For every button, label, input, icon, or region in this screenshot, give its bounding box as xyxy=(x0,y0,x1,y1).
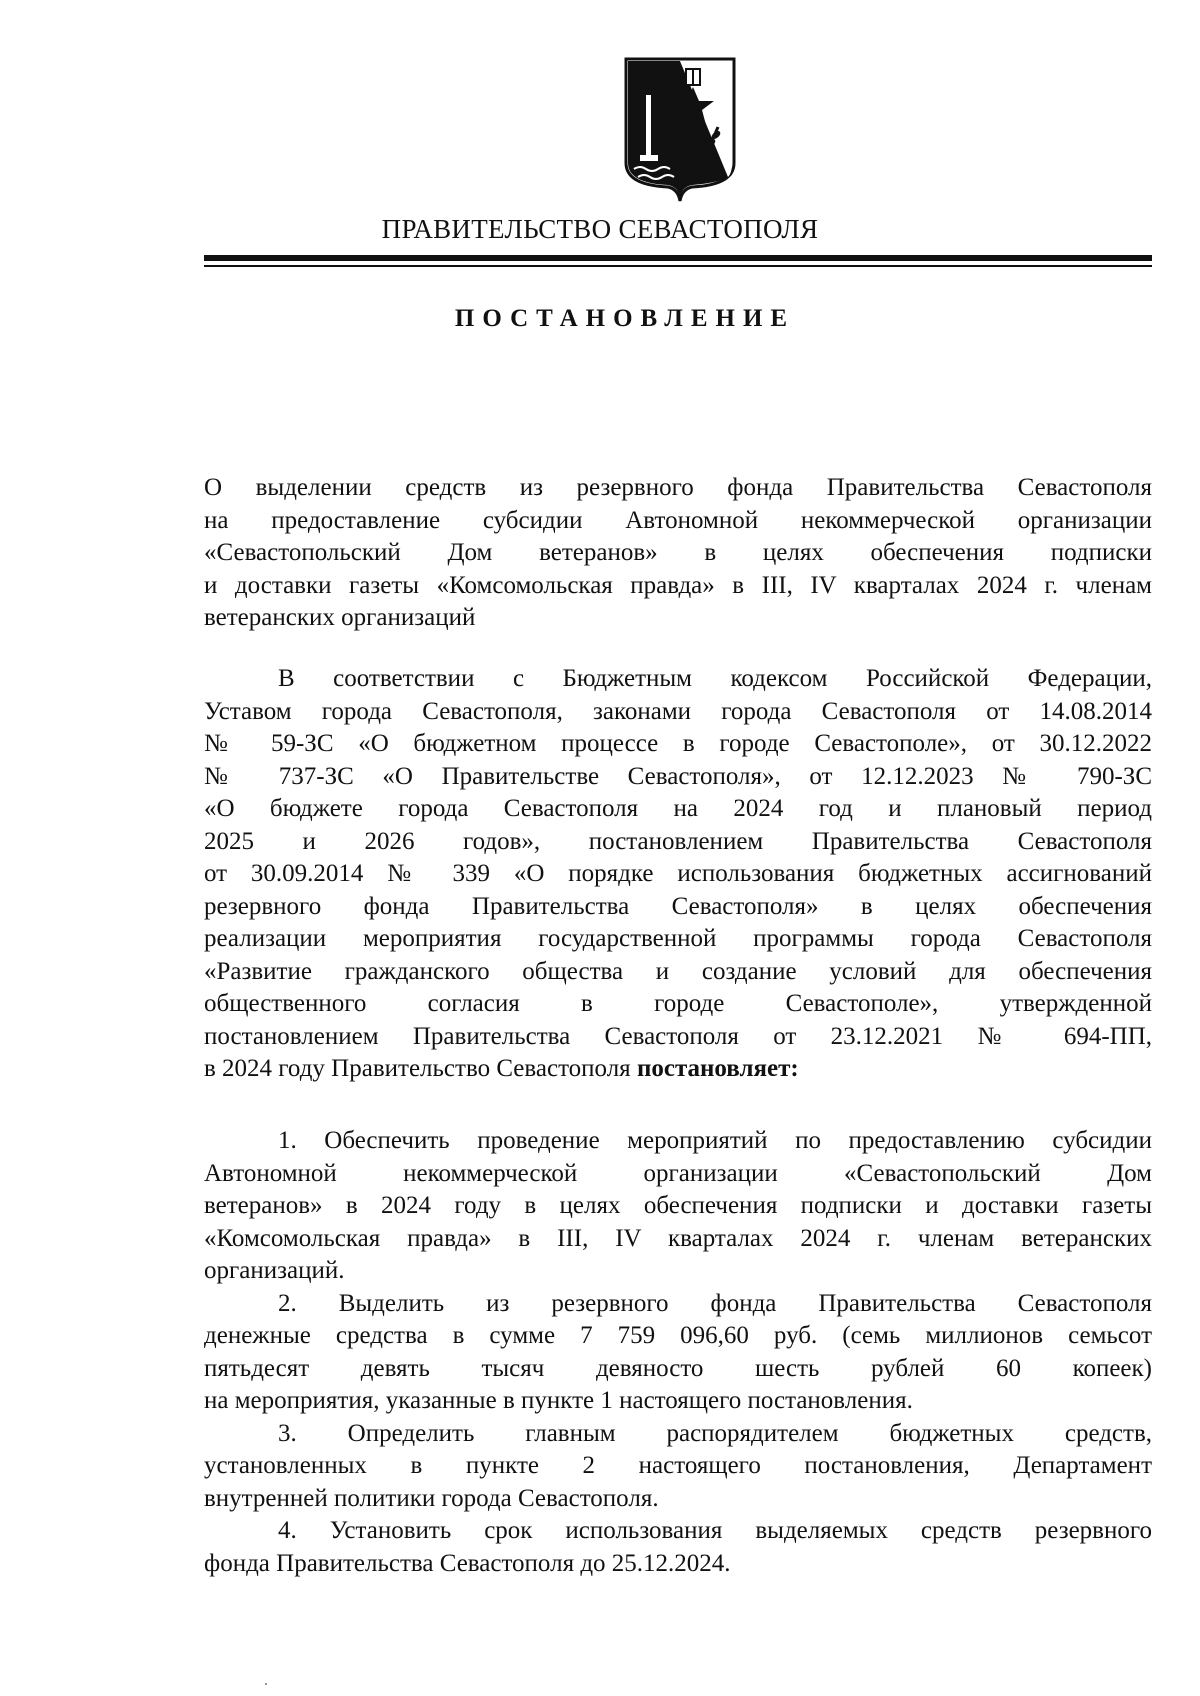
subject-line: «Севастопольский Дом ветеранов» в целях обеспечения подписки xyxy=(204,539,1152,566)
preamble-line: Уставом города Севастополя, законами города Севастополя от 14.08.2014 xyxy=(204,697,1152,725)
preamble-line: резервного фонда Правительства Севастополя» в целях обеспечения xyxy=(204,892,1152,920)
preamble-line: 2025 и 2026 годов», постановлением Правительства Севастополя xyxy=(204,827,1152,855)
item-line: 4. Установить срок использования выделяемых средств резервного xyxy=(278,1517,1152,1544)
preamble-line: постановлением Правительства Севастополя от 23.12.2021 № 694-ПП, xyxy=(204,1022,1152,1050)
preamble-line: № 737-ЗС «О Правительстве Севастополя», от 12.12.2023 № 790-ЗС xyxy=(204,762,1152,790)
item-line: Автономной некоммерческой организации «Севастопольский Дом xyxy=(204,1159,1152,1187)
item-line: пятьдесят девять тысяч девяносто шесть рублей 60 копеек) xyxy=(204,1354,1152,1382)
organization-name: ПРАВИТЕЛЬСТВО СЕВАСТОПОЛЯ xyxy=(381,214,819,244)
item-line: «Комсомольская правда» в III, IV кварталах 2024 г. членам ветеранских xyxy=(204,1224,1152,1252)
header-rule-thin xyxy=(204,265,1152,267)
resolves-keyword: постановляет: xyxy=(636,1055,799,1082)
item-line: ветеранов» в 2024 году в целях обеспечения подписки и доставки газеты xyxy=(204,1192,1152,1219)
preamble-line: № 59-ЗС «О бюджетном процессе в городе Севастополе», от 30.12.2022 xyxy=(204,730,1152,757)
item-line: 2. Выделить из резервного фонда Правительства Севастополя xyxy=(278,1289,1152,1317)
item-line: установленных в пункте 2 настоящего постановления, Департамент xyxy=(204,1452,1152,1479)
preamble-line: общественного согласия в городе Севастополе», утвержденной xyxy=(204,990,1152,1017)
subject-line: ветеранских организаций xyxy=(204,604,476,631)
preamble-line: «О бюджете города Севастополя на 2024 год и плановый период xyxy=(204,795,1152,822)
resolution-subject xyxy=(204,472,1152,635)
item-line: внутренней политики города Севастополя. xyxy=(204,1484,659,1512)
item-line: фонда Правительства Севастополя до 25.12.2024. xyxy=(204,1549,731,1577)
resolution-preamble xyxy=(204,663,1152,1086)
resolution-item-1 xyxy=(204,1125,1152,1288)
subject-line: и доставки газеты «Комсомольская правда» в III, IV кварталах 2024 г. членам xyxy=(204,571,1152,599)
item-line: организаций. xyxy=(204,1257,345,1284)
scan-artifact xyxy=(265,1683,267,1685)
header-rule-thick xyxy=(204,255,1152,261)
preamble-line: от 30.09.2014 № 339 «О порядке использования бюджетных ассигнований xyxy=(204,860,1152,887)
resolution-item-3 xyxy=(204,1418,1152,1516)
preamble-line: В соответствии с Бюджетным кодексом Российской Федерации, xyxy=(278,665,1152,692)
resolution-item-4 xyxy=(204,1515,1152,1580)
coat-of-arms-icon xyxy=(620,55,740,205)
preamble-final-text: в 2024 году Правительство Севастополя xyxy=(204,1055,637,1082)
document-type-title: ПОСТАНОВЛЕНИЕ xyxy=(454,305,796,332)
preamble-line: «Развитие гражданского общества и создание условий для обеспечения xyxy=(204,957,1152,985)
resolution-items xyxy=(204,1125,1152,1580)
item-line: денежные средства в сумме 7 759 096,60 руб. (семь миллионов семьсот xyxy=(204,1322,1152,1349)
subject-line: на предоставление субсидии Автономной некоммерческой организации xyxy=(204,506,1152,534)
preamble-final-line xyxy=(204,1053,1152,1086)
resolution-item-2 xyxy=(204,1288,1152,1418)
preamble-line: реализации мероприятия государственной программы города Севастополя xyxy=(204,925,1152,952)
subject-line: О выделении средств из резервного фонда Правительства Севастополя xyxy=(204,474,1152,501)
item-line: 3. Определить главным распорядителем бюджетных средств, xyxy=(278,1419,1152,1447)
item-line: 1. Обеспечить проведение мероприятий по предоставлению субсидии xyxy=(278,1127,1152,1154)
item-line: на мероприятия, указанные в пункте 1 настоящего постановления. xyxy=(204,1387,913,1414)
